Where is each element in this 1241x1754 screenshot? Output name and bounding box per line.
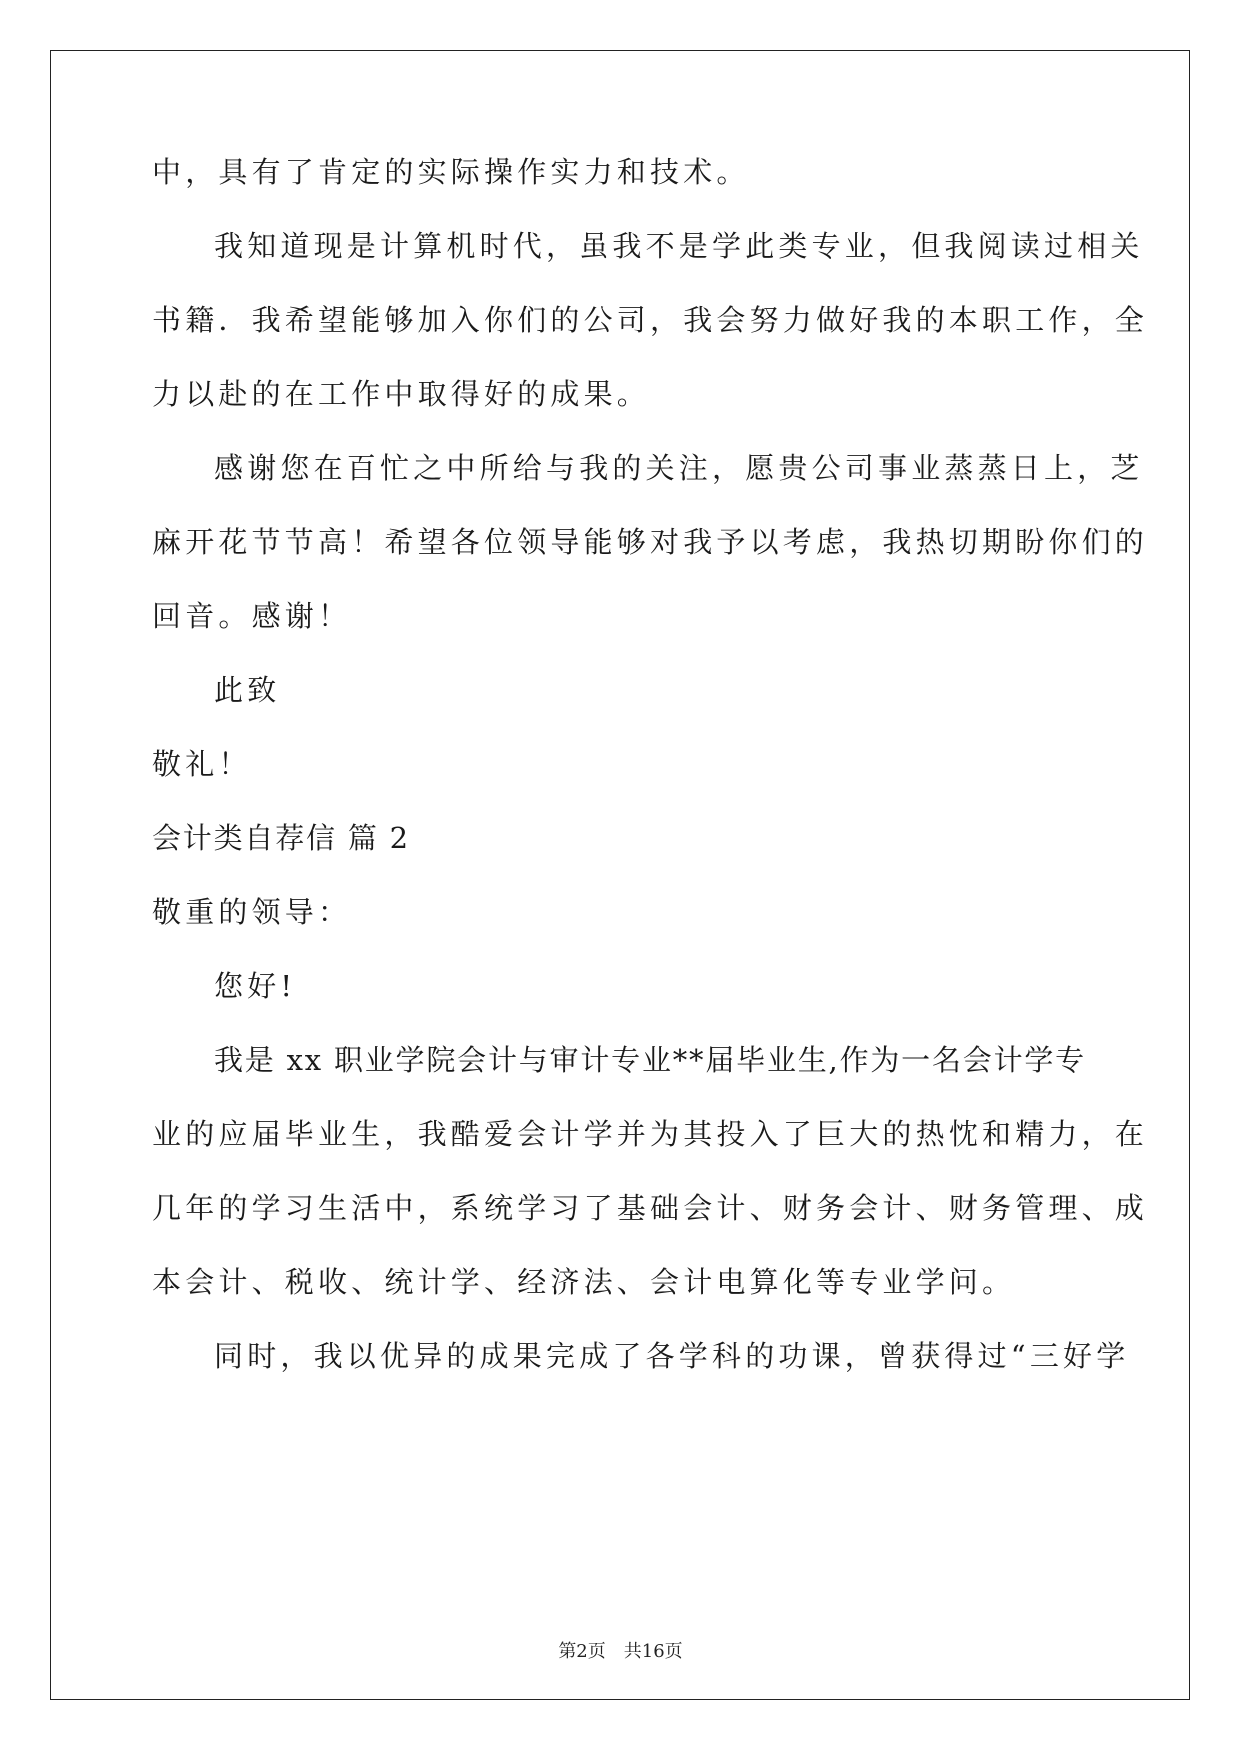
letter-hello: 您好! [214,969,297,1003]
letter-greeting: 敬重的领导： [152,895,352,929]
page-number: 第2页 [558,1641,606,1662]
paragraph-line: 几年的学习生活中，系统学习了基础会计、财务会计、财务管理、成 [152,1191,1149,1225]
paragraph-line: 我知道现是计算机时代，虽我不是学此类专业，但我阅读过相关 [214,229,1144,263]
paragraph-line: 本会计、税收、统计学、经济法、会计电算化等专业学问。 [152,1265,1016,1299]
paragraph-line: 业的应届毕业生，我酷爱会计学并为其投入了巨大的热忱和精力，在 [152,1117,1149,1151]
closing-regards: 敬礼！ [152,747,252,781]
paragraph-line: 回音。感谢！ [152,599,352,633]
paragraph-line: 麻开花节节高！希望各位领导能够对我予以考虑，我热切期盼你们的 [152,525,1149,559]
paragraph-line: 感谢您在百忙之中所给与我的关注，愿贵公司事业蒸蒸日上，芝 [214,451,1144,485]
closing-salutation: 此致 [214,673,281,707]
paragraph-line: 力以赴的在工作中取得好的成果。 [152,377,651,411]
section-heading: 会计类自荐信 篇 2 [152,821,410,855]
paragraph-line: 同时，我以优异的成果完成了各学科的功课，曾获得过“三好学 [214,1339,1130,1373]
page-total: 共16页 [623,1641,683,1662]
page-footer [0,1640,1241,1664]
paragraph-line: 我是 xx 职业学院会计与审计专业**届毕业生,作为一名会计学专 [214,1043,1086,1077]
paragraph-line: 书籍．我希望能够加入你们的公司，我会努力做好我的本职工作，全 [152,303,1149,337]
paragraph-line: 中，具有了肯定的实际操作实力和技术。 [152,155,750,189]
